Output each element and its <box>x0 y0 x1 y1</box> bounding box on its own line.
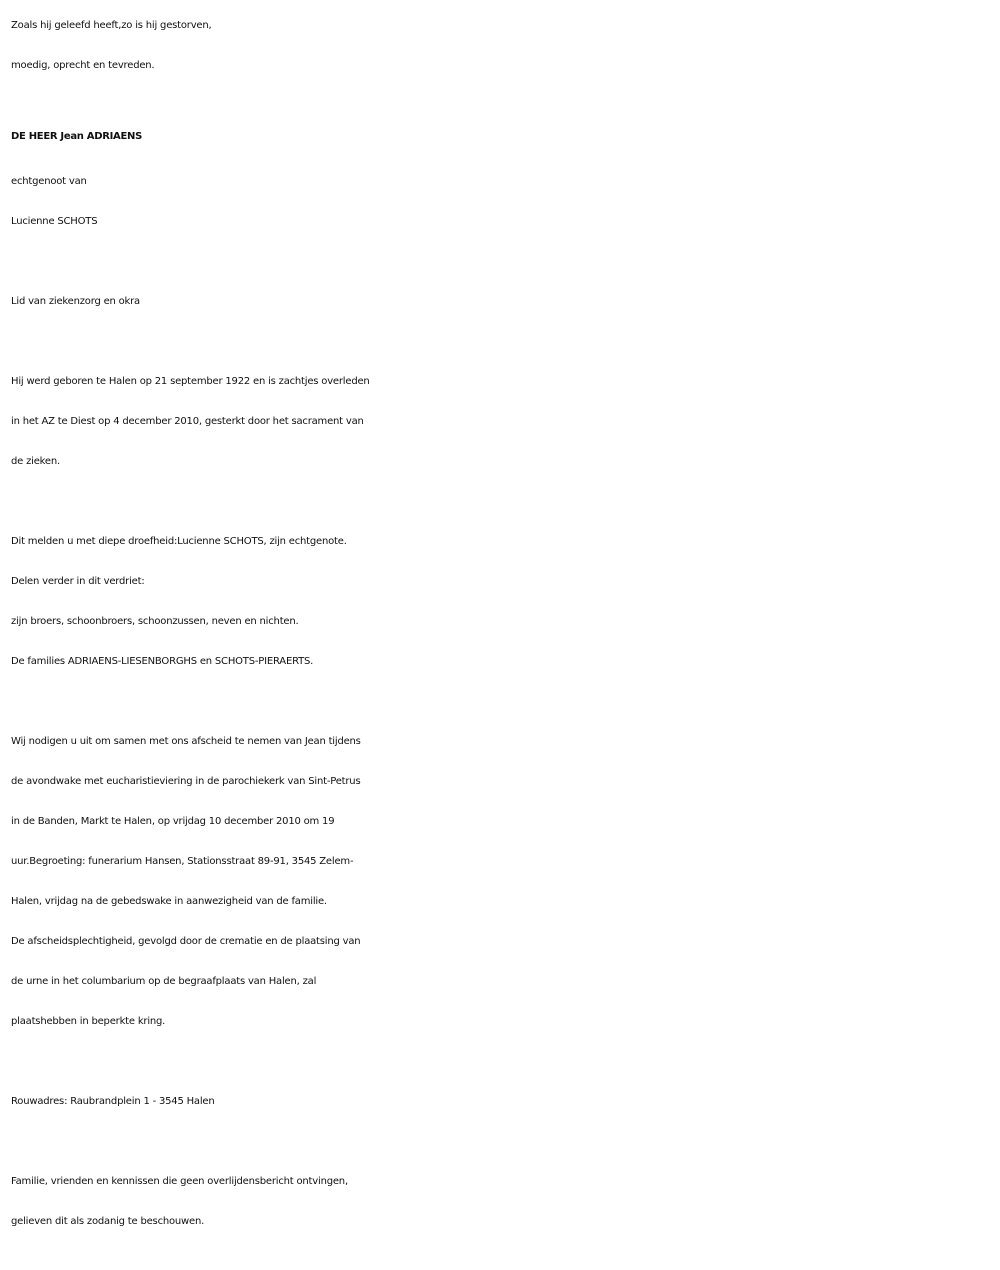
motto-line: Zoals hij geleefd heeft,zo is hij gestorven, <box>11 20 212 31</box>
deceased-name: DE HEER Jean ADRIAENS <box>11 131 142 142</box>
membership: Lid van ziekenzorg en okra <box>11 296 140 307</box>
paragraph-line: gelieven dit als zodanig te beschouwen. <box>11 1216 205 1227</box>
paragraph-line: zijn broers, schoonbroers, schoonzussen, neven en nichten. <box>11 616 299 627</box>
motto <box>11 6 996 86</box>
paragraph-line: de avondwake met eucharistieviering in de parochiekerk van Sint-Petrus <box>11 776 361 787</box>
birth-death-paragraph <box>11 362 996 482</box>
announcement-paragraph <box>11 522 996 682</box>
spouse-line: Lucienne SCHOTS <box>11 216 98 227</box>
paragraph-line: Familie, vrienden en kennissen die geen overlijdensbericht ontvingen, <box>11 1176 348 1187</box>
spacer <box>11 242 996 282</box>
spacer <box>11 482 996 522</box>
paragraph-line: Dit melden u met diepe droefheid:Lucienne SCHOTS, zijn echtgenote. <box>11 536 347 547</box>
paragraph-line: De afscheidsplechtigheid, gevolgd door de crematie en de plaatsing van <box>11 936 361 947</box>
ceremony-paragraph <box>11 722 996 1042</box>
paragraph-line: Halen, vrijdag na de gebedswake in aanwezigheid van de familie. <box>11 896 327 907</box>
spouse-line: echtgenoot van <box>11 176 87 187</box>
mourning-address: Rouwadres: Raubrandplein 1 - 3545 Halen <box>11 1096 215 1107</box>
spacer <box>11 1122 996 1162</box>
paragraph-line: Delen verder in dit verdriet: <box>11 576 145 587</box>
paragraph-line: Wij nodigen u uit om samen met ons afscheid te nemen van Jean tijdens <box>11 736 361 747</box>
spacer <box>11 1042 996 1082</box>
paragraph-line: plaatshebben in beperkte kring. <box>11 1016 166 1027</box>
obituary-document <box>11 6 996 1242</box>
spacer <box>11 682 996 722</box>
paragraph-line: in de Banden, Markt te Halen, op vrijdag 10 december 2010 om 19 <box>11 816 335 827</box>
paragraph-line: De families ADRIAENS-LIESENBORGHS en SCHOTS-PIERAERTS. <box>11 656 314 667</box>
motto-line: moedig, oprecht en tevreden. <box>11 60 155 71</box>
paragraph-line: de urne in het columbarium op de begraafplaats van Halen, zal <box>11 976 317 987</box>
closing-paragraph <box>11 1162 996 1242</box>
paragraph-line: Hij werd geboren te Halen op 21 september 1922 en is zachtjes overleden <box>11 376 370 387</box>
paragraph-line: in het AZ te Diest op 4 december 2010, gesterkt door het sacrament van <box>11 416 364 427</box>
paragraph-line: uur.Begroeting: funerarium Hansen, Stationsstraat 89-91, 3545 Zelem- <box>11 856 354 867</box>
spacer <box>11 322 996 362</box>
spouse-block <box>11 162 996 242</box>
paragraph-line: de zieken. <box>11 456 60 467</box>
